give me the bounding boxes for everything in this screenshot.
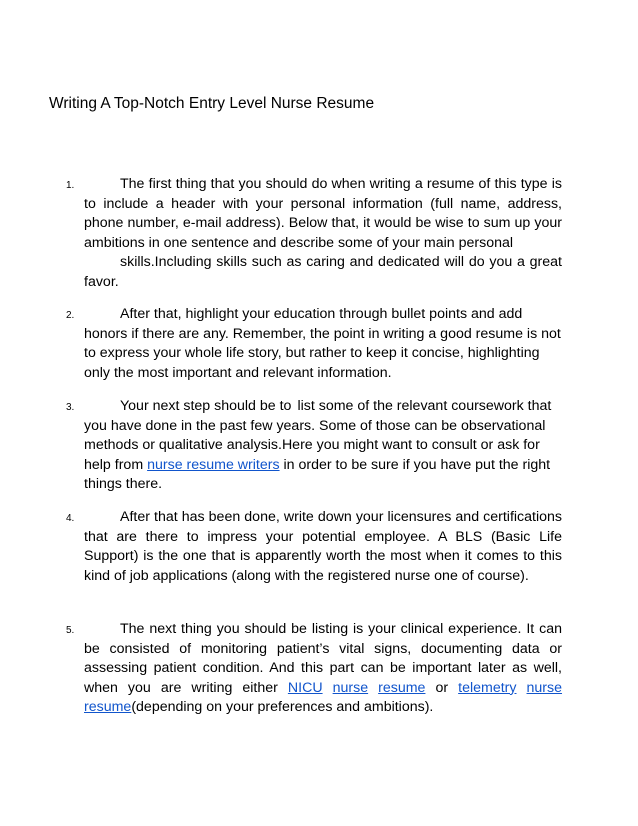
list-item-text: After that, highlight your education through bullet points and add honors if there are any. Remember, the point in writing a good resume is not to express your whole life story, but rather to keep it concise, highlighting only the most important and relevant information. xyxy=(84,306,561,381)
document-title: Writing A Top-Notch Entry Level Nurse Resume xyxy=(49,95,375,112)
list-item-number: 1. xyxy=(66,180,75,191)
resume-link-2[interactable]: resume xyxy=(84,699,132,715)
list-item-number: 5. xyxy=(66,625,75,636)
list-item-text: After that has been done, write down your licensures and certifications that are there to impress your potential employee. A BLS (Basic Life Support) is the one that is apparently worth the most when it comes to this kind of job applications (along with the registered nurse one of course). xyxy=(84,509,562,584)
nurse-link-2[interactable]: nurse xyxy=(526,679,563,696)
nurse-link[interactable]: nurse xyxy=(332,679,369,696)
list-item-number: 2. xyxy=(66,310,75,321)
nurse-resume-writers-link[interactable]: nurse resume writers xyxy=(147,456,280,473)
telemetry-link[interactable]: telemetry xyxy=(458,679,517,696)
list-item-text: Your next step should be to list some of the relevant coursework that you have done in the past few years. Some of those can be observational methods or qualitative analysis.Here you might want to consult or ask for help from nurse resume writers in order to be sure if you have put the right things there. xyxy=(84,398,552,492)
resume-link[interactable]: resume xyxy=(378,679,426,696)
nicu-link[interactable]: NICU xyxy=(287,679,323,696)
list-item-number: 3. xyxy=(66,402,75,413)
list-item-text: The first thing that you should do when writing a resume of this type is to include a header with your personal information (full name, address, phone number, e-mail address). Below that, it would be wise to sum up your ambitions in one sentence and describe some of your main personal skills.Including skills such as caring and dedicated will do you a great favor. xyxy=(84,176,562,290)
list-item-number: 4. xyxy=(66,513,75,524)
list-item-text: The next thing you should be listing is your clinical experience. It can be consisted of monitoring patient’s vital signs, documenting data or assessing patient condition. And this part can be important later as well, when you are writing either NICU nurse resume or telemetry nurse resume(depending on your preferences and ambitions). xyxy=(84,621,563,715)
